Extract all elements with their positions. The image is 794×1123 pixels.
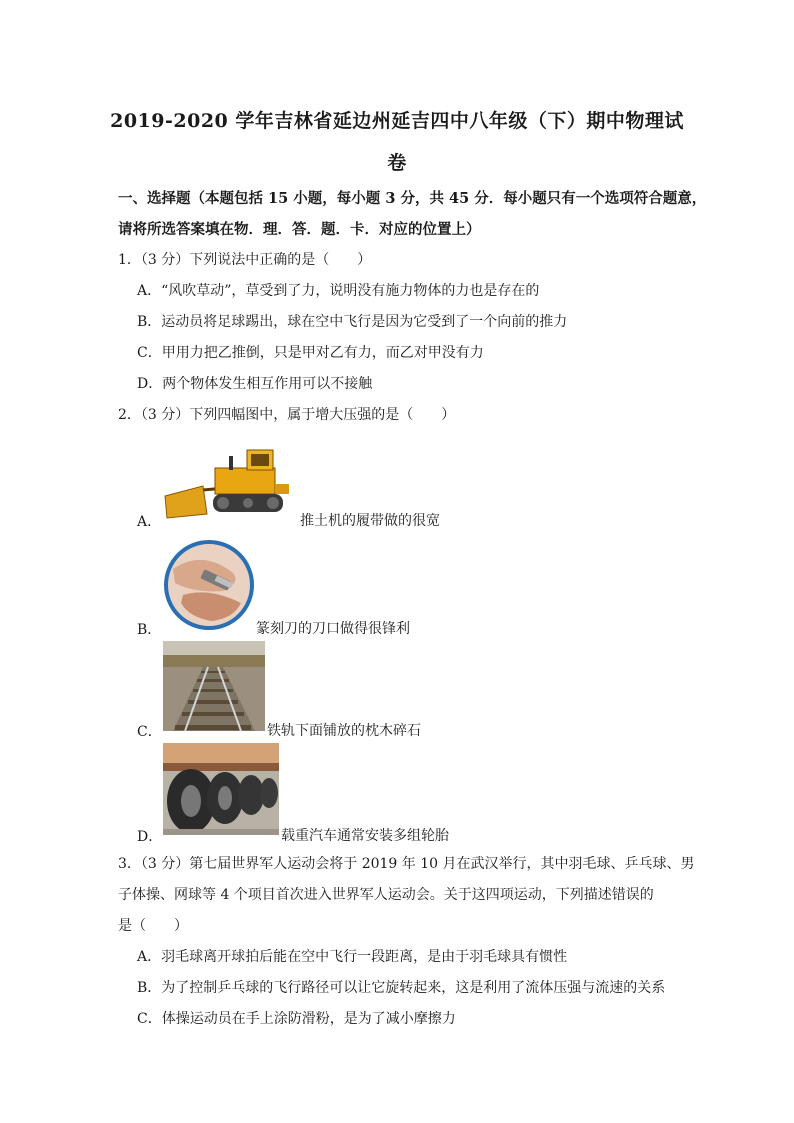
question-1-option-d: D．两个物体发生相互作用可以不接触 <box>137 376 373 392</box>
question-2-stem: 2．（3 分）下列四幅图中，属于增大压强的是（ ） <box>118 407 456 423</box>
question-3-option-a: A．羽毛球离开球拍后能在空中飞行一段距离，是由于羽毛球具有惯性 <box>137 949 568 965</box>
section-heading-line-1: 一、选择题（本题包括 15 小题，每小题 3 分，共 45 分．每小题只有一个选项符合题意， <box>118 190 707 207</box>
question-2-option-a-caption: 推土机的履带做的很宽 <box>300 513 440 529</box>
exam-title-line-1: 2019-2020 学年吉林省延边州延吉四中八年级（下）期中物理试 <box>110 110 684 132</box>
question-2-option-b-letter: B． <box>137 622 162 638</box>
question-1-option-a: A．“风吹草动”，草受到了力，说明没有施力物体的力也是存在的 <box>137 283 540 299</box>
section-heading-line-2: 请将所选答案填在物．理．答．题．卡．对应的位置上） <box>118 221 481 238</box>
engraving-knife-image <box>163 539 255 631</box>
bulldozer-image <box>163 434 298 524</box>
question-2-option-a-letter: A． <box>137 514 162 530</box>
question-2-option-d-caption: 载重汽车通常安装多组轮胎 <box>281 828 449 844</box>
question-3-stem-line-3: 是（ ） <box>118 918 188 934</box>
question-2-option-c-letter: C． <box>137 724 162 740</box>
question-3-stem-line-2: 子体操、网球等 4 个项目首次进入世界军人运动会。关于这四项运动，下列描述错误的 <box>118 887 654 903</box>
question-2-option-b-caption: 篆刻刀的刀口做得很锋利 <box>256 621 410 637</box>
question-1-option-b: B．运动员将足球踢出，球在空中飞行是因为它受到了一个向前的推力 <box>137 314 568 330</box>
truck-tires-image <box>163 743 279 835</box>
question-2-option-d-letter: D． <box>137 829 163 845</box>
question-3-option-b: B．为了控制乒乓球的飞行路径可以让它旋转起来，这是利用了流体压强与流速的关系 <box>137 980 666 996</box>
question-2-option-c-caption: 铁轨下面铺放的枕木碎石 <box>267 723 421 739</box>
exam-title-line-2: 卷 <box>387 152 407 174</box>
question-3-option-c: C．体操运动员在手上涂防滑粉，是为了减小摩擦力 <box>137 1011 456 1027</box>
railway-track-image <box>163 641 265 731</box>
question-1-stem: 1．（3 分）下列说法中正确的是（ ） <box>118 252 372 268</box>
question-1-option-c: C．甲用力把乙推倒，只是甲对乙有力，而乙对甲没有力 <box>137 345 484 361</box>
question-3-stem-line-1: 3．（3 分）第七届世界军人运动会将于 2019 年 10 月在武汉举行，其中羽毛球、乒乓球、男 <box>118 856 695 872</box>
